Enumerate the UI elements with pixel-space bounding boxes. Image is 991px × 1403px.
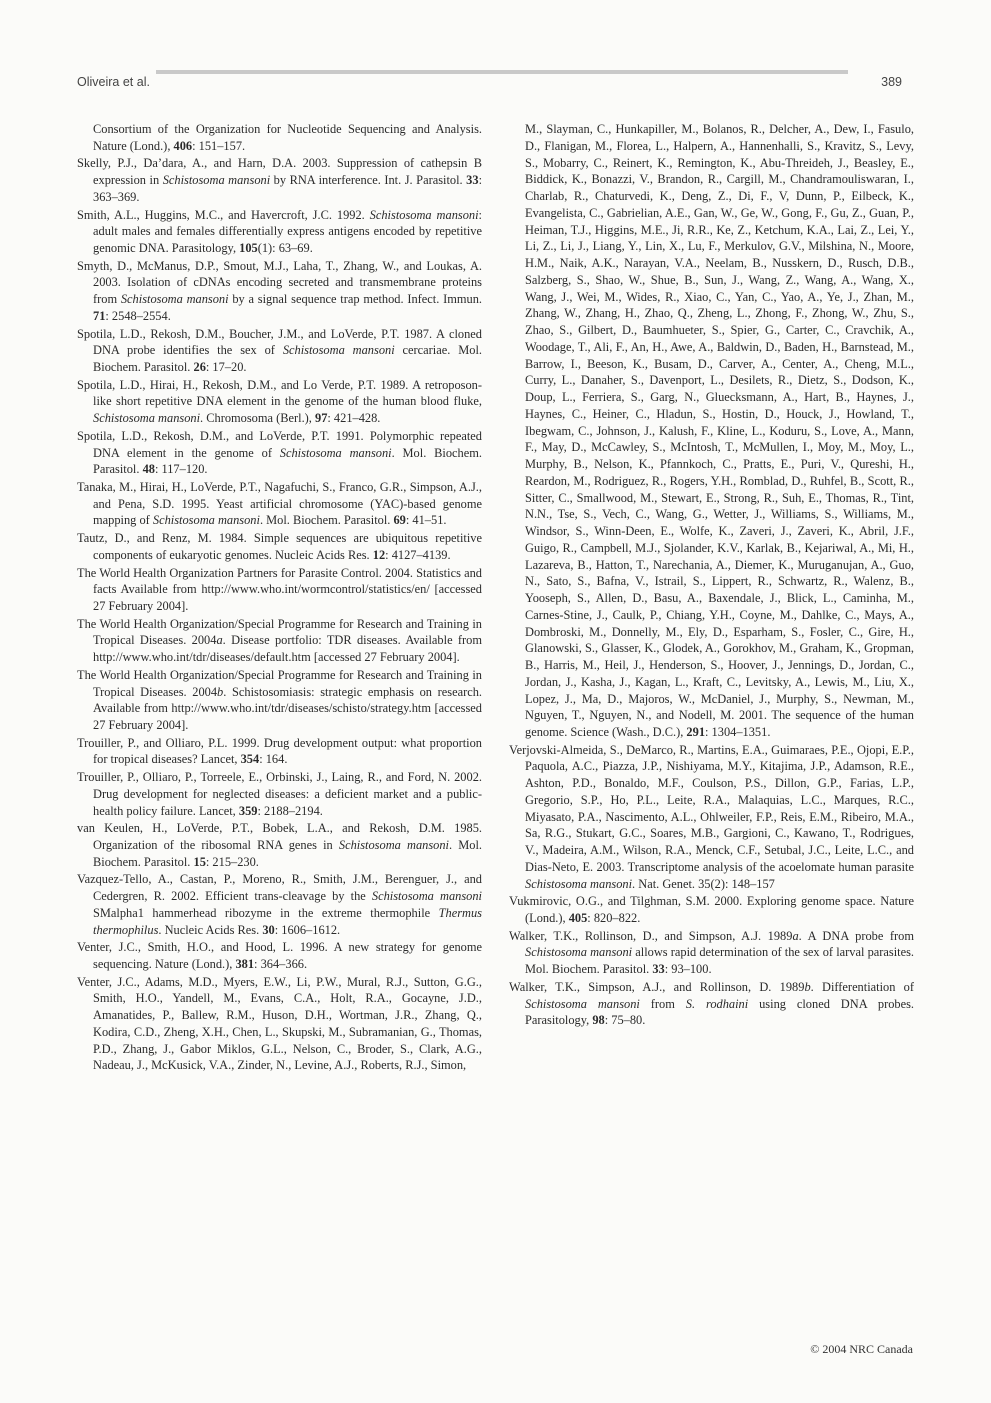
reference-entry: Spotila, L.D., Rekosh, D.M., Boucher, J.M., and LoVerde, P.T. 1987. A cloned DNA probe identifies the sex of Schistosoma mansoni cercariae. Mol. Biochem. Parasitol. 26: 17–20. <box>77 326 482 375</box>
reference-entry: Vukmirovic, O.G., and Tilghman, S.M. 2000. Exploring genome space. Nature (Lond.), 405: 820–822. <box>509 894 914 926</box>
header-rule <box>156 70 848 74</box>
references-left-column <box>77 121 482 1075</box>
reference-entry: Tautz, D., and Renz, M. 1984. Simple sequences are ubiquitous repetitive components of eukaryotic genomes. Nucleic Acids Res. 12: 4127–4139. <box>77 531 482 562</box>
reference-entry: Trouiller, P., and Olliaro, P.L. 1999. Drug development output: what proportion for tropical diseases? Lancet, 354: 164. <box>77 735 482 767</box>
reference-entry: The World Health Organization Partners for Parasite Control. 2004. Statistics and facts Available from http://www.who.int/wormcontrol/statistics/en/ [accessed 27 February 2004]. <box>77 565 482 614</box>
reference-entry: Consortium of the Organization for Nucleotide Sequencing and Analysis. Nature (Lond.), 406: 151–157. <box>93 122 482 153</box>
reference-entry: van Keulen, H., LoVerde, P.T., Bobek, L.A., and Rekosh, D.M. 1985. Organization of the ribosomal RNA genes in Schistosoma mansoni. Mol. Biochem. Parasitol. 15: 215–230. <box>77 821 483 869</box>
reference-entry: Spotila, L.D., Hirai, H., Rekosh, D.M., and Lo Verde, P.T. 1989. A retroposon-like short repetitive DNA element in the genome of the human blood fluke, Schistosoma mansoni. Chromosoma (Berl.), 97: 421–428. <box>77 377 482 426</box>
reference-entry: Walker, T.K., Simpson, A.J., and Rollinson, D. 1989b. Differentiation of Schistosoma mansoni from S. rodhaini using cloned DNA probes. Parasitology, 98: 75–80. <box>509 979 915 1028</box>
reference-entry: Venter, J.C., Adams, M.D., Myers, E.W., Li, P.W., Mural, R.J., Sutton, G.G., Smith, H.O., Yandell, M., Evans, C.A., Holt, R.A., Gocayne, J.D., Amanatides, P., Ballew, R.M., Huson, D.H., Wortman, J.R., Zhang, Q., Kodira, C.D., Zheng, X.H., Chen, L., Skupski, M., Subramanian, G., Thomas, P.D., Zhang, J., Gabor Miklos, G.L., Nelson, C., Broder, S., Clark, A.G., Nadeau, J., McKusick, V.A., Zinder, N., Levine, A.J., Roberts, R.J., Simon, <box>77 974 482 1073</box>
reference-entry: Skelly, P.J., Da’dara, A., and Harn, D.A. 2003. Suppression of cathepsin B expression in Schistosoma mansoni by RNA interference. Int. J. Parasitol. 33: 363–369. <box>77 156 483 204</box>
copyright-notice: © 2004 NRC Canada <box>810 1342 913 1356</box>
running-head: Oliveira et al. <box>77 75 150 89</box>
reference-entry: Venter, J.C., Smith, H.O., and Hood, L. 1996. A new strategy for genome sequencing. Nature (Lond.), 381: 364–366. <box>77 940 482 971</box>
reference-entry: M., Slayman, C., Hunkapiller, M., Bolanos, R., Delcher, A., Dew, I., Fasulo, D., Flanigan, M., Florea, L., Halpern, A., Hannenhalli, S., Kravitz, S., Levy, S., Mobarry, C., Reinert, K., Remington, K., Abu-Threideh, J., Beasley, E., Biddick, K., Bonazzi, V., Brandon, R., Cargill, M., Chandramouliswaran, I., Charlab, R., Chaturvedi, K., Deng, Z., Di, F., V, Dunn, P., Eilbeck, K., Evangelista, C., Gabrielian, A.E., Gan, W., Ge, W., Gong, F., Gu, Z., Guan, P., Heiman, T.J., Higgins, M.E., Ji, R.R., Ke, Z., Ketchum, K.A., Lai, Z., Lei, Y., Li, Z., Li, J., Liang, Y., Lin, X., Lu, F., Merkulov, G.V., Milshina, N., Moore, H.M., Naik, A.K., Narayan, V.A., Neelam, B., Nusskern, D., Rusch, D.B., Salzberg, S., Shao, W., Shue, B., Sun, J., Wang, Z., Wang, A., Wang, X., Wang, J., Wei, M., Wides, R., Xiao, C., Yan, C., Yao, A., Ye, J., Zhan, M., Zhang, W., Zhang, H., Zhao, Q., Zheng, L., Zhong, F., Zhong, W., Zhu, S., Zhao, S., Gilbert, D., Baumhueter, S., Spier, G., Carter, C., Cravchik, A., Woodage, T., Ali, F., An, H., Awe, A., Baldwin, D., Baden, H., Barnstead, M., Barrow, I., Beeson, K., Busam, D., Carver, A., Center, A., Cheng, M.L., Curry, L., Danaher, S., Davenport, L., Desilets, R., Dietz, S., Dodson, K., Doup, L., Ferriera, S., Garg, N., Gluecksmann, A., Hart, B., Haynes, J., Haynes, C., Heiner, C., Hladun, S., Hostin, D., Houck, J., Howland, T., Ibegwam, C., Johnson, J., Kalush, F., Kline, L., Koduru, S., Love, A., Mann, F., May, D., McCawley, S., McIntosh, T., McMullen, I., Moy, M., Moy, L., Murphy, B., Nelson, K., Pfannkoch, C., Pratts, E., Puri, V., Qureshi, H., Reardon, M., Rodriguez, R., Rogers, Y.H., Romblad, D., Ruhfel, B., Scott, R., Sitter, C., Smallwood, M., Stewart, E., Strong, R., Suh, E., Thomas, R., Tint, N.N., Tse, S., Vech, C., Wang, G., Wetter, J., Williams, S., Williams, M., Windsor, S., Winn-Deen, E., Wolfe, K., Zaveri, J., Zaveri, K., Abril, J.F., Guigo, R., Campbell, M.J., Sjolander, K.V., Karlak, B., Kejariwal, A., Mi, H., Lazareva, B., Hatton, T., Narechania, A., Diemer, K., Muruganujan, A., Guo, N., Sato, S., Bafna, V., Istrail, S., Lippert, R., Schwartz, R., Walenz, B., Yooseph, S., Allen, D., Basu, A., Baxendale, J., Blick, L., Caminha, M., Carnes-Stine, J., Caulk, P., Chiang, Y.H., Coyne, M., Dahlke, C., Mays, A., Dombroski, M., Donnelly, M., Ely, D., Esparham, S., Fosler, C., Gire, H., Glanowski, S., Glasser, K., Glodek, A., Gorokhov, M., Graham, K., Gropman, B., Harris, M., Heil, J., Henderson, S., Hoover, J., Jennings, D., Jordan, C., Jordan, J., Kasha, J., Kagan, L., Kraft, C., Levitsky, A., Lewis, M., Liu, X., Lopez, J., Ma, D., Majoros, W., McDaniel, J., Murphy, S., Newman, M., Nguyen, T., Nguyen, N., and Nodell, M. 2001. The sequence of the human genome. Science (Wash., D.C.), 291: 1304–1351. <box>525 122 914 739</box>
reference-entry: Vazquez-Tello, A., Castan, P., Moreno, R., Smith, J.M., Berenguer, J., and Cedergren, R. 2002. Efficient trans-cleavage by the Schistosoma mansoni SMalpha1 hammerhead ribozyme in the extreme thermophile Thermus thermophilus. Nucleic Acids Res. 30: 1606–1612. <box>77 872 482 937</box>
reference-entry: Tanaka, M., Hirai, H., LoVerde, P.T., Nagafuchi, S., Franco, G.R., Simpson, A.J., and Pena, S.D. 1995. Yeast artificial chromosome (YAC)-based genome mapping of Schistosoma mansoni. Mol. Biochem. Parasitol. 69: 41–51. <box>77 479 482 528</box>
page-number: 389 <box>881 75 902 89</box>
reference-entry: Trouiller, P., Olliaro, P., Torreele, E., Orbinski, J., Laing, R., and Ford, N. 2002. Drug development for neglected diseases: a deficient market and a public-health policy failure. Lancet, 359: 2188–2194. <box>77 770 482 818</box>
reference-entry: Smyth, D., McManus, D.P., Smout, M.J., Laha, T., Zhang, W., and Loukas, A. 2003. Isolation of cDNAs encoding secreted and transmembrane proteins from Schistosoma mansoni by a signal sequence trap method. Infect. Immun. 71: 2548–2554. <box>77 258 482 323</box>
reference-entry: Walker, T.K., Rollinson, D., and Simpson, A.J. 1989a. A DNA probe from Schistosoma mansoni allows rapid determination of the sex of larval parasites. Mol. Biochem. Parasitol. 33: 93–100. <box>509 928 915 977</box>
reference-entry: Spotila, L.D., Rekosh, D.M., and LoVerde, P.T. 1991. Polymorphic repeated DNA element in the genome of Schistosoma mansoni. Mol. Biochem. Parasitol. 48: 117–120. <box>77 428 482 477</box>
references-right-column <box>509 121 914 1030</box>
reference-entry: The World Health Organization/Special Programme for Research and Training in Tropical Diseases. 2004a. Disease portfolio: TDR diseases. Available from http://www.who.int/tdr/diseases/default.htm [accessed 27 February 2004]. <box>77 616 482 665</box>
reference-entry: Smith, A.L., Huggins, M.C., and Havercroft, J.C. 1992. Schistosoma mansoni: adult males and females differentially express antigens encoded by repetitive genomic DNA. Parasitology, 105(1): 63–69. <box>77 207 482 256</box>
reference-entry: Verjovski-Almeida, S., DeMarco, R., Martins, E.A., Guimaraes, P.E., Ojopi, E.P., Paquola, A.C., Piazza, J.P., Nishiyama, M.Y., Kitajima, J.P., Adamson, R.E., Ashton, P.D., Bonaldo, M.F., Coulson, P.S., Dillon, G.P., Farias, L.P., Gregorio, S.P., Ho, P.L., Leite, R.A., Malaquias, L.C., Marques, R.C., Miyasato, P.A., Nascimento, A.L., Ohlweiler, F.P., Reis, E.M., Ribeiro, M.A., Sa, R.G., Stukart, G.C., Soares, M.B., Gargioni, C., Kawano, T., Rodrigues, V., Madeira, A.M., Wilson, R.A., Menck, C.F., Setubal, J.C., Leite, L.C., and Dias-Neto, E. 2003. Transcriptome analysis of the acoelomate human parasite Schistosoma mansoni. Nat. Genet. 35(2): 148–157 <box>509 742 914 891</box>
reference-entry: The World Health Organization/Special Programme for Research and Training in Tropical Diseases. 2004b. Schistosomiasis: strategic emphasis on research. Available from http://www.who.int/tdr/diseases/schisto/strategy.htm [accessed 27 February 2004]. <box>77 667 482 733</box>
